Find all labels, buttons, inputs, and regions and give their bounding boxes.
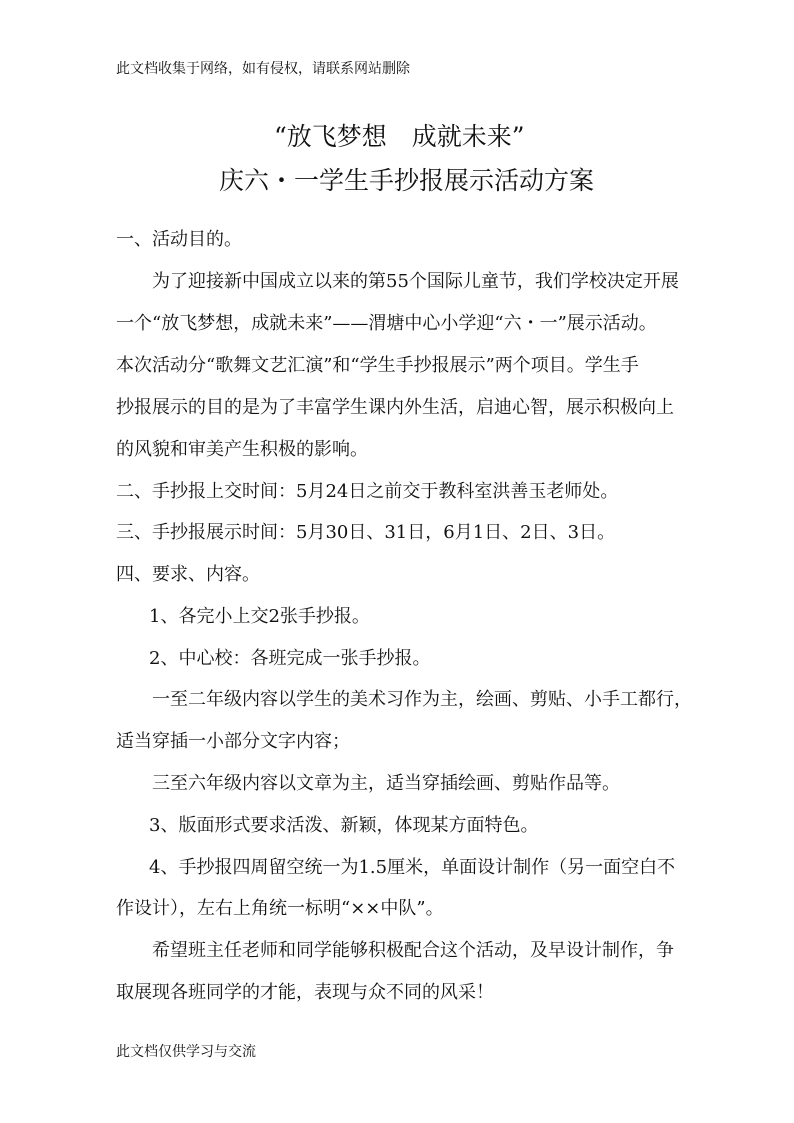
section-2: 二、手抄报上交时间：5月24日之前交于教科室洪善玉老师处。 (116, 481, 619, 502)
grade-1-2-line: 一至二年级内容以学生的美术习作为主，绘画、剪贴、小手工都行， (152, 689, 692, 710)
requirement-1: 1、各完小上交2张手抄报。 (149, 606, 370, 627)
section-4-heading: 四、要求、内容。 (116, 564, 260, 585)
section-3: 三、手抄报展示时间：5月30日、31日，6月1日、2日、3日。 (116, 522, 616, 543)
requirement-3: 3、版面形式要求活泼、新颖，体现某方面特色。 (149, 815, 539, 836)
requirement-4-line: 作设计），左右上角统一标明“××中队”。 (116, 898, 444, 919)
paragraph-1-line: 抄报展示的目的是为了丰富学生课内外生活，启迪心智，展示积极向上 (116, 397, 674, 418)
paragraph-1-line: 一个“放飞梦想，成就未来”——渭塘中心小学迎“六・一”展示活动。 (116, 313, 657, 334)
footer-note: 此文档仅供学习与交流 (116, 1044, 256, 1060)
section-1-heading: 一、活动目的。 (116, 229, 242, 250)
paragraph-1-line: 本次活动分“歌舞文艺汇演”和“学生手抄报展示”两个项目。学生手 (116, 355, 639, 376)
grade-3-6: 三至六年级内容以文章为主，适当穿插绘画、剪贴作品等。 (152, 773, 620, 794)
title-line-1: “放飞梦想 成就未来” (274, 122, 525, 151)
closing-line: 希望班主任老师和同学能够积极配合这个活动，及早设计制作，争 (152, 940, 674, 961)
header-note: 此文档收集于网络，如有侵权，请联系网站删除 (116, 61, 410, 77)
requirement-2: 2、中心校：各班完成一张手抄报。 (149, 648, 431, 669)
paragraph-1-line: 为了迎接新中国成立以来的第55个国际儿童节，我们学校决定开展 (152, 271, 679, 292)
requirement-4-line: 4、手抄报四周留空统一为1.5厘米，单面设计制作（另一面空白不 (149, 857, 676, 878)
title-line-2: 庆六・一学生手抄报展示活动方案 (219, 166, 595, 195)
closing-line: 取展现各班同学的才能，表现与众不同的风采！ (116, 982, 494, 1003)
paragraph-1-line: 的风貌和审美产生积极的影响。 (116, 439, 368, 460)
grade-1-2-line: 适当穿插一小部分文字内容； (116, 731, 350, 752)
